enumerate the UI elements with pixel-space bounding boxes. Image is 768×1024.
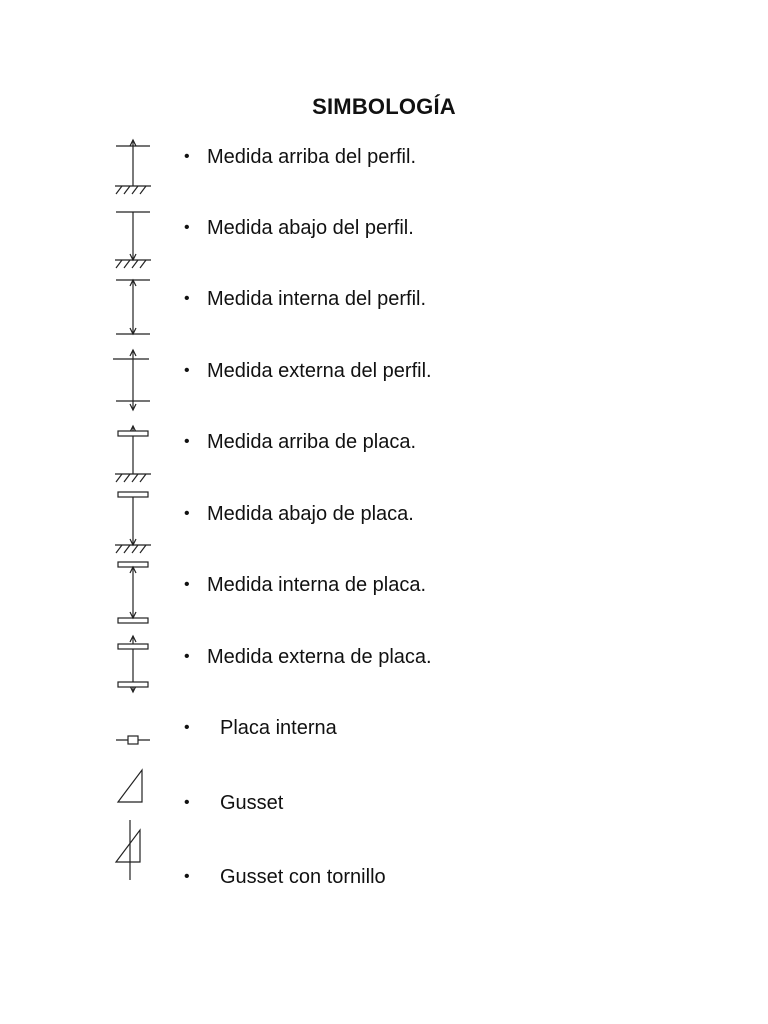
list-item: Medida interna del perfil. <box>207 288 427 310</box>
dimension-external-profile-icon <box>108 348 158 412</box>
list-item: Gusset <box>220 792 284 814</box>
bullet: • <box>184 219 190 236</box>
gusset-bolt-icon <box>108 818 158 882</box>
list-item: Medida abajo de placa. <box>207 503 414 525</box>
bullet: • <box>184 433 190 450</box>
list-item: Placa interna <box>220 717 337 739</box>
list-item: Medida arriba de placa. <box>207 431 417 453</box>
list-item: Medida arriba del perfil. <box>207 146 416 168</box>
bullet: • <box>184 148 190 165</box>
list-item: Medida interna de placa. <box>207 574 427 596</box>
list-item: Medida externa del perfil. <box>207 360 432 382</box>
bullet: • <box>184 362 190 379</box>
internal-plate-icon <box>108 730 158 750</box>
dimension-external-plate-icon <box>108 634 158 694</box>
list-item: Medida externa de placa. <box>207 646 432 668</box>
bullet: • <box>184 576 190 593</box>
dimension-internal-plate-icon <box>108 558 158 628</box>
list-item: Gusset con tornillo <box>220 866 386 888</box>
bullet: • <box>184 505 190 522</box>
bullet: • <box>184 719 190 736</box>
page-title: SIMBOLOGÍA <box>312 94 456 119</box>
bullet: • <box>184 868 190 885</box>
list-item: Medida abajo del perfil. <box>207 217 414 239</box>
dimension-above-plate-icon <box>108 422 158 486</box>
gusset-icon <box>108 766 158 806</box>
dimension-below-profile-icon <box>108 206 158 270</box>
bullet: • <box>184 648 190 665</box>
dimension-below-plate-icon <box>108 488 158 554</box>
bullet: • <box>184 794 190 811</box>
dimension-internal-profile-icon <box>108 276 158 340</box>
bullet: • <box>184 290 190 307</box>
dimension-above-profile-icon <box>108 136 158 200</box>
